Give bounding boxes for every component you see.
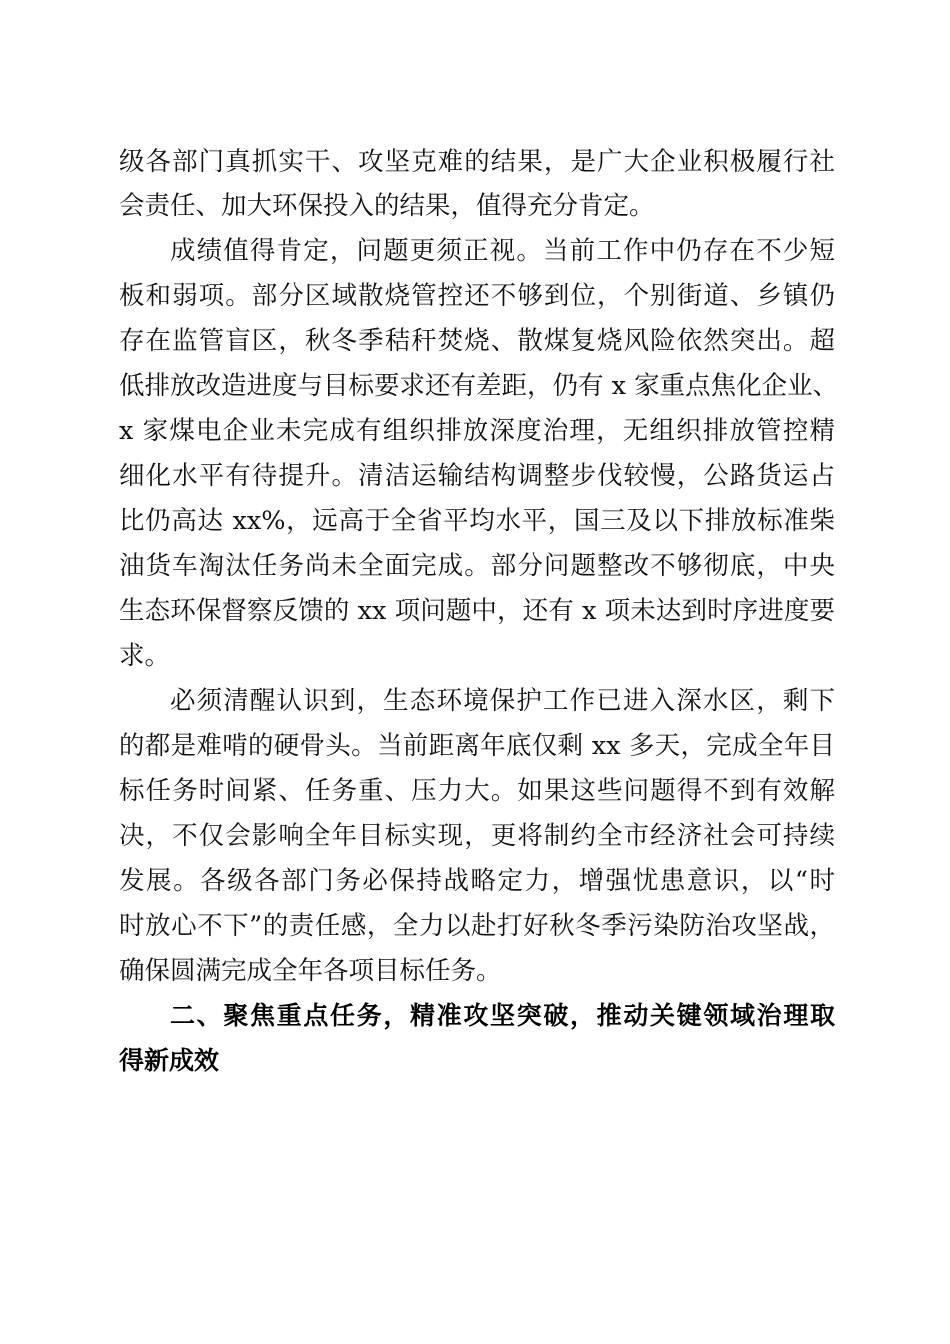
paragraph-3-line-6: 时放心不下”的责任感，全力以赴打好秋冬季污染防治攻坚战， xyxy=(119,911,835,941)
paragraph-3-line-7: 确保圆满完成全年各项目标任务。 xyxy=(119,956,502,986)
paragraph-3-line-5: 发展。各级各部门务必保持战略定力，增强忧患意识，以“时 xyxy=(119,866,835,896)
section-heading-line-1: 二、聚焦重点任务，精准攻坚突破，推动关键领域治理取 xyxy=(170,1001,835,1030)
paragraph-2-line-7: 比仍高达 xx%，远高于全省平均水平，国三及以下排放标准柴 xyxy=(119,506,835,536)
paragraph-2-line-8: 油货车淘汰任务尚未全面完成。部分问题整改不够彻底，中央 xyxy=(119,551,835,581)
paragraph-1-line-1: 级各部门真抓实干、攻坚克难的结果，是广大企业积极履行社 xyxy=(119,147,835,177)
paragraph-3-line-2: 的都是难啃的硬骨头。当前距离年底仅剩 xx 多天，完成全年目 xyxy=(119,731,835,761)
paragraph-2-line-9: 生态环保督察反馈的 xx 项问题中，还有 x 项未达到时序进度要 xyxy=(119,596,835,626)
paragraph-2-line-1: 成绩值得肯定，问题更须正视。当前工作中仍存在不少短 xyxy=(170,236,835,266)
paragraph-2-line-3: 存在监管盲区，秋冬季秸秆焚烧、散煤复烧风险依然突出。超 xyxy=(119,326,835,356)
paragraph-2-line-4: 低排放改造进度与目标要求还有差距，仍有 x 家重点焦化企业、 xyxy=(119,371,839,401)
paragraph-2-line-6: 细化水平有待提升。清洁运输结构调整步伐较慢，公路货运占 xyxy=(119,461,835,491)
paragraph-3-line-1: 必须清醒认识到，生态环境保护工作已进入深水区，剩下 xyxy=(170,686,835,716)
paragraph-2-line-5: x 家煤电企业未完成有组织排放深度治理，无组织排放管控精 xyxy=(119,416,835,446)
paragraph-2-line-2: 板和弱项。部分区域散烧管控还不够到位，个别街道、乡镇仍 xyxy=(119,281,835,311)
paragraph-3-line-3: 标任务时间紧、任务重、压力大。如果这些问题得不到有效解 xyxy=(119,776,835,806)
paragraph-1-line-2: 会责任、加大环保投入的结果，值得充分肯定。 xyxy=(119,191,655,221)
paragraph-2-line-10: 求。 xyxy=(119,641,171,671)
paragraph-3-line-4: 决，不仅会影响全年目标实现，更将制约全市经济社会可持续 xyxy=(119,821,835,851)
section-heading-line-2: 得新成效 xyxy=(119,1046,220,1075)
